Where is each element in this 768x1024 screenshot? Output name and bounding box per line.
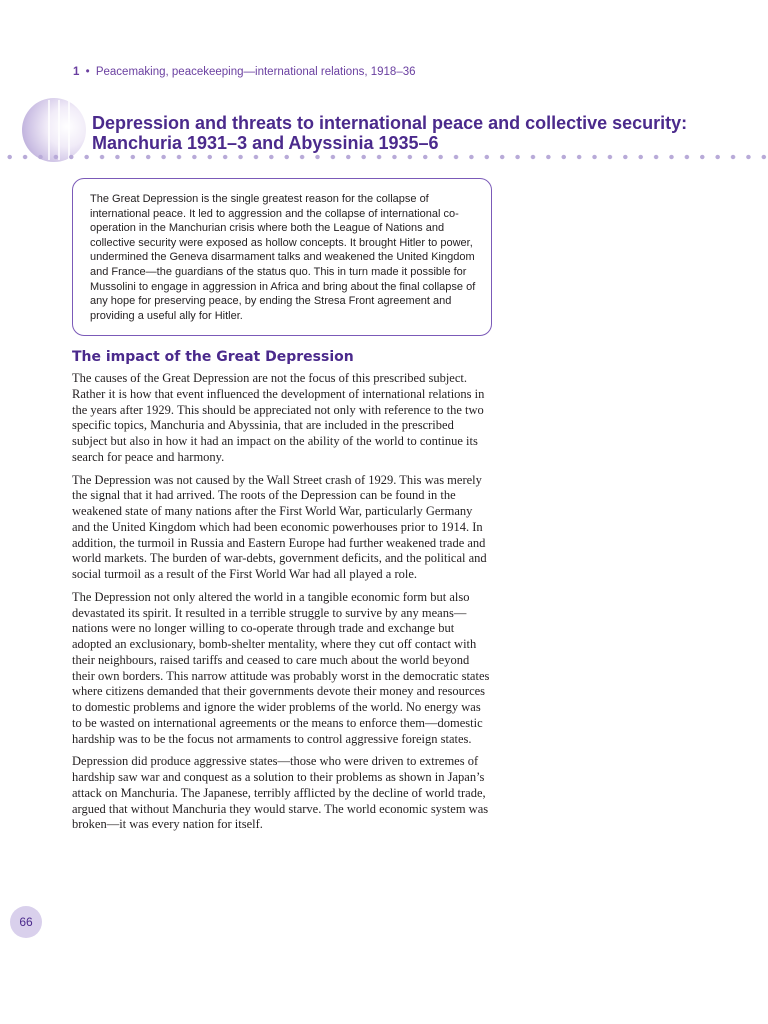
disc-stripe <box>68 100 70 160</box>
body-text <box>72 371 492 840</box>
disc-stripe <box>48 100 50 160</box>
page-number: 66 <box>10 906 42 938</box>
body-paragraph: The causes of the Great Depression are not the focus of this prescribed subject. Rather it is how that event influenced the development of international relations in the years after 1929. This should be appreciated not only with reference to the two specific topics, Manchuria and Abyssinia, that are included in the prescribed subject but also in how it had an impact on the ability of the world to continue its search for peace and harmony. <box>72 371 485 464</box>
chapter-title: Peacemaking, peacekeeping—international relations, 1918–36 <box>95 66 416 78</box>
separator-bullet: • <box>85 66 90 78</box>
running-header <box>73 66 416 78</box>
section-title: Depression and threats to international peace and collective security: Manchuria 1931–3 and Abyssinia 1935–6 <box>92 113 688 153</box>
subsection-heading: The impact of the Great Depression <box>72 349 354 365</box>
intro-summary-box <box>72 178 492 336</box>
intro-summary-text: The Great Depression is the single greatest reason for the collapse of international peace. It led to aggression and the collapse of international co-operation in the Manchurian crisis where both the League of Nations and collective security were exposed as hollow concepts. It brought Hitler to power, undermined the Geneva disarmament talks and weakened the United Kingdom and France—the guardians of the status quo. This in turn made it possible for Mussolini to engage in aggression in Africa and bring about the final collapse of any hope for preserving peace, by ending the Stresa Front agreement and providing a useful ally for Hitler. <box>90 193 476 322</box>
body-paragraph: The Depression was not caused by the Wall Street crash of 1929. This was merely the signal that it had arrived. The roots of the Depression can be found in the weakened state of many nations after the First World War, particularly Germany and the United Kingdom which had been economic powerhouses prior to 1914. In addition, the turmoil in Russia and Eastern Europe had further weakened trade and world markets. The burden of war-debts, government deficits, and the political and social turmoil as a result of the First World War had all played a role. <box>72 472 487 581</box>
body-paragraph: The Depression not only altered the world in a tangible economic form but also devastated its spirit. It resulted in a terrible struggle to survive by any means—nations were no longer willing to co-operate through trade and exchange but adopted an exclusionary, bomb-shelter mentality, where they cut off contact with their neighbours, raised tariffs and ceased to care much about the world beyond their own borders. This narrow attitude was probably worst in the democratic states where citizens demanded that their governments devote their money and resources to domestic problems and ignore the wider problems of the world. No energy was to be wasted on international agreements or the means to enforce them—domestic hardship was to be the focus not armaments to control aggressive foreign states. <box>72 589 490 746</box>
chapter-number: 1 <box>73 66 80 78</box>
disc-stripe <box>58 100 60 160</box>
body-paragraph: Depression did produce aggressive states—those who were driven to extremes of hardship saw war and conquest as a solution to their problems as shown in Japan’s attack on Manchuria. The Japanese, terribly afflicted by the decline of world trade, argued that without Manchuria they would starve. The world economic system was broken—it was every nation for itself. <box>72 754 489 832</box>
dotted-divider <box>0 153 768 161</box>
